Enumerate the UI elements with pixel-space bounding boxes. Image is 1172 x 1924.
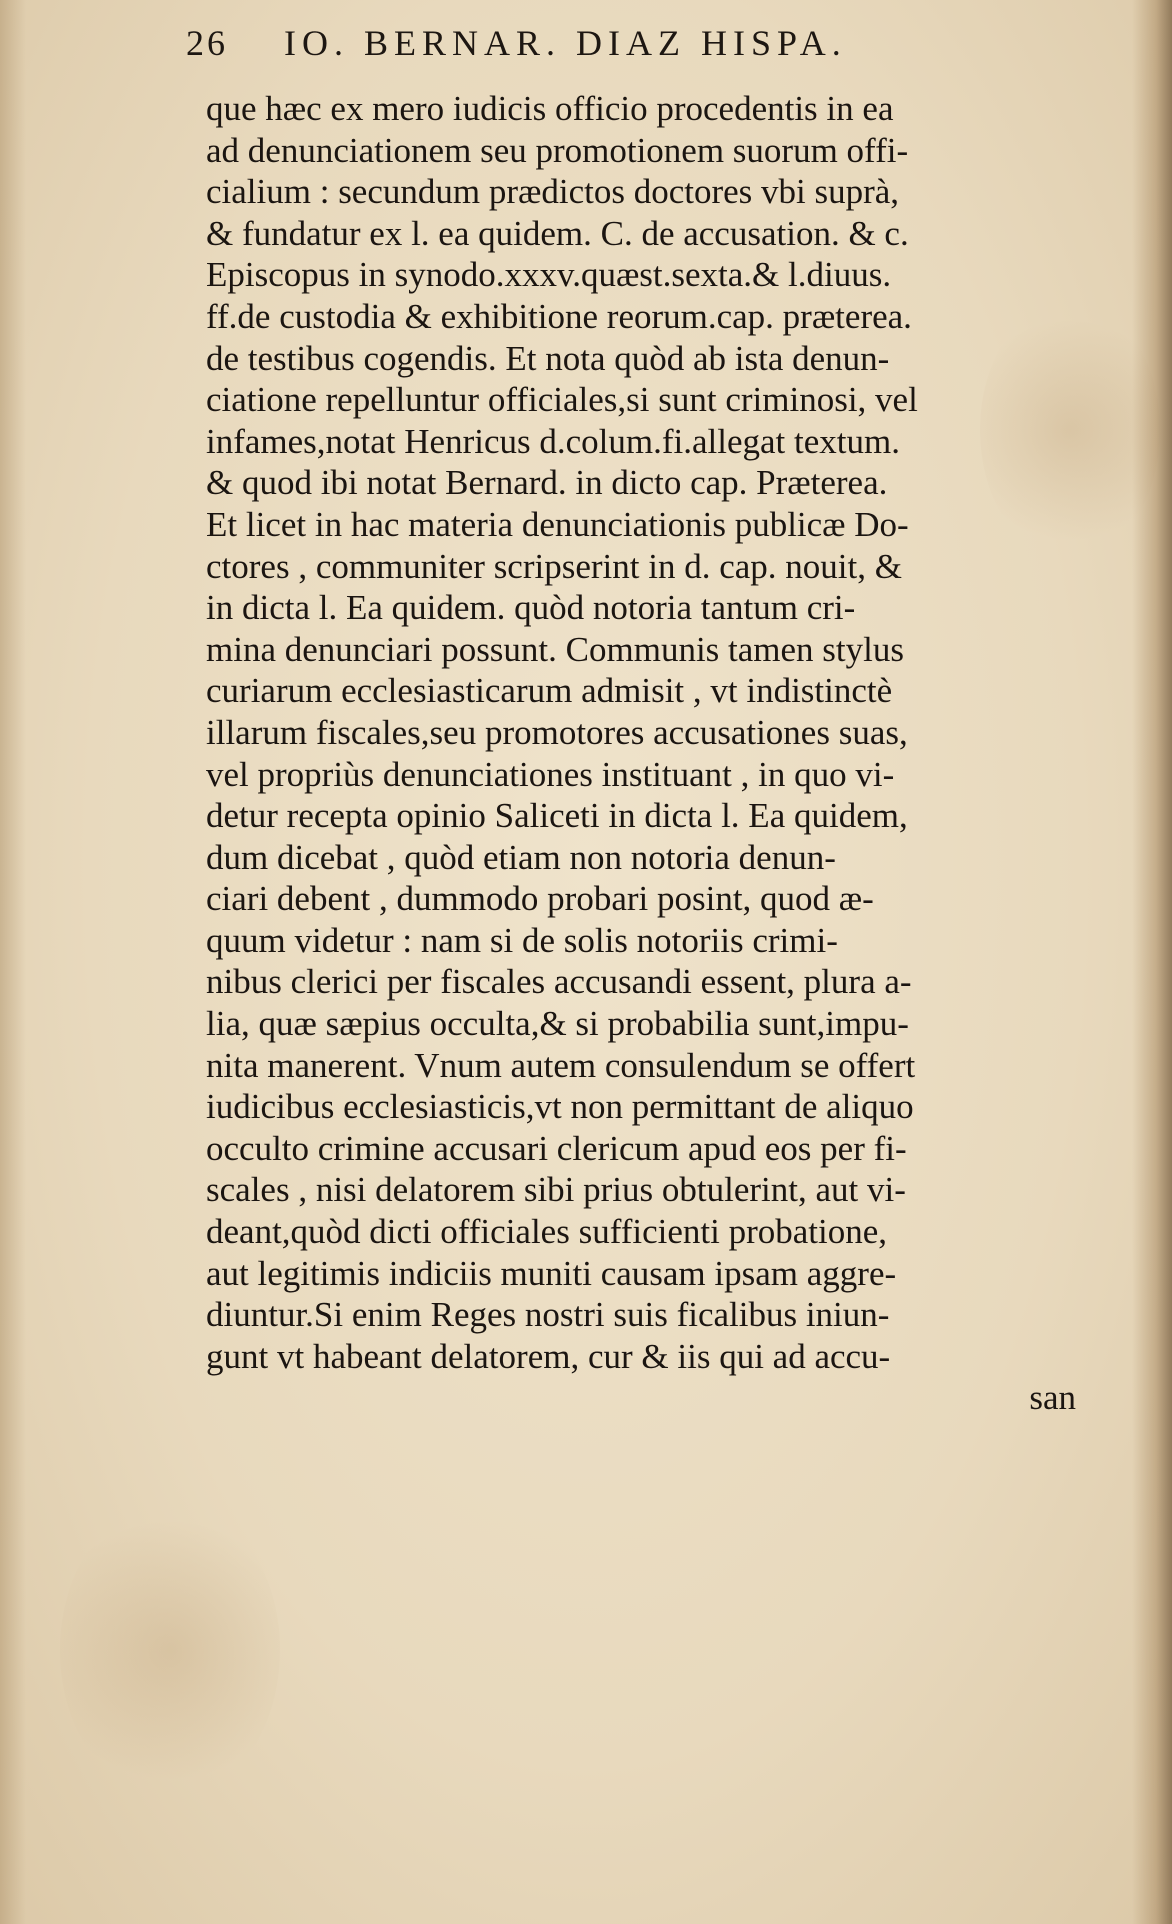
text-line: mina denunciari possunt. Communis tamen stylus <box>206 629 905 669</box>
text-line: curiarum ecclesiasticarum admisit , vt indistinctè <box>206 671 893 711</box>
text-line: que hæc ex mero iudicis officio procedentis in ea <box>206 89 894 128</box>
text-line: nibus clerici per fiscales accusandi essent, plura a- <box>206 962 912 1002</box>
text-line: aut legitimis indiciis muniti causam ipsam aggre- <box>206 1253 897 1293</box>
body-text <box>206 88 1106 1419</box>
text-line: Et licet in hac materia denunciationis publicæ Do- <box>206 504 909 544</box>
page-number: 26 <box>186 23 228 63</box>
text-line: lia, quæ sæpius occulta,& si probabilia sunt,impu- <box>206 1004 909 1044</box>
running-head <box>186 22 986 70</box>
text-line: illarum fiscales,seu promotores accusationes suas, <box>206 712 908 752</box>
text-line: gunt vt habeant delatorem, cur & iis qui ad accu- <box>206 1336 891 1376</box>
text-line: & fundatur ex l. ea quidem. C. de accusation. & c. <box>206 213 909 253</box>
paper-stain <box>60 1500 280 1800</box>
right-page-edge <box>1132 0 1172 1924</box>
text-line: scales , nisi delatorem sibi prius obtulerint, aut vi- <box>206 1170 906 1210</box>
left-page-edge <box>0 0 26 1924</box>
text-line: dum dicebat , quòd etiam non notoria denun- <box>206 837 836 877</box>
text-line: & quod ibi notat Bernard. in dicto cap. Præterea. <box>206 463 888 503</box>
text-line: Episcopus in synodo.xxxv.quæst.sexta.& l.diuus. <box>206 255 892 295</box>
text-line: ctores , communiter scripserint in d. cap. nouit, & <box>206 546 902 586</box>
catchword: san <box>1029 1378 1076 1418</box>
text-line: vel propriùs denunciationes instituant , in quo vi- <box>206 754 895 794</box>
text-line: detur recepta opinio Saliceti in dicta l. Ea quidem, <box>206 796 908 836</box>
text-line: de testibus cogendis. Et nota quòd ab ista denun- <box>206 338 890 378</box>
text-line: cialium : secundum prædictos doctores vbi suprà, <box>206 172 900 212</box>
text-line: quum videtur : nam si de solis notoriis crimi- <box>206 920 838 960</box>
text-line: diuntur.Si enim Reges nostri suis ficalibus iniun- <box>206 1295 890 1335</box>
text-line: ciari debent , dummodo probari posint, quod æ- <box>206 879 874 919</box>
text-line: ciatione repelluntur officiales,si sunt criminosi, vel <box>206 380 918 420</box>
text-line: nita manerent. Vnum autem consulendum se offert <box>206 1045 916 1085</box>
text-line: in dicta l. Ea quidem. quòd notoria tantum cri- <box>206 588 856 628</box>
text-line: ff.de custodia & exhibitione reorum.cap. præterea. <box>206 296 912 336</box>
text-line: occulto crimine accusari clericum apud eos per fi- <box>206 1128 907 1168</box>
text-line: deant,quòd dicti officiales sufficienti probatione, <box>206 1212 888 1252</box>
running-head-title: IO. BERNAR. DIAZ HISPA. <box>284 23 847 63</box>
text-line: infames,notat Henricus d.colum.fi.allegat textum. <box>206 421 900 461</box>
text-line: ad denunciationem seu promotionem suorum offi- <box>206 130 909 170</box>
text-line: iudicibus ecclesiasticis,vt non permittant de aliquo <box>206 1087 914 1127</box>
